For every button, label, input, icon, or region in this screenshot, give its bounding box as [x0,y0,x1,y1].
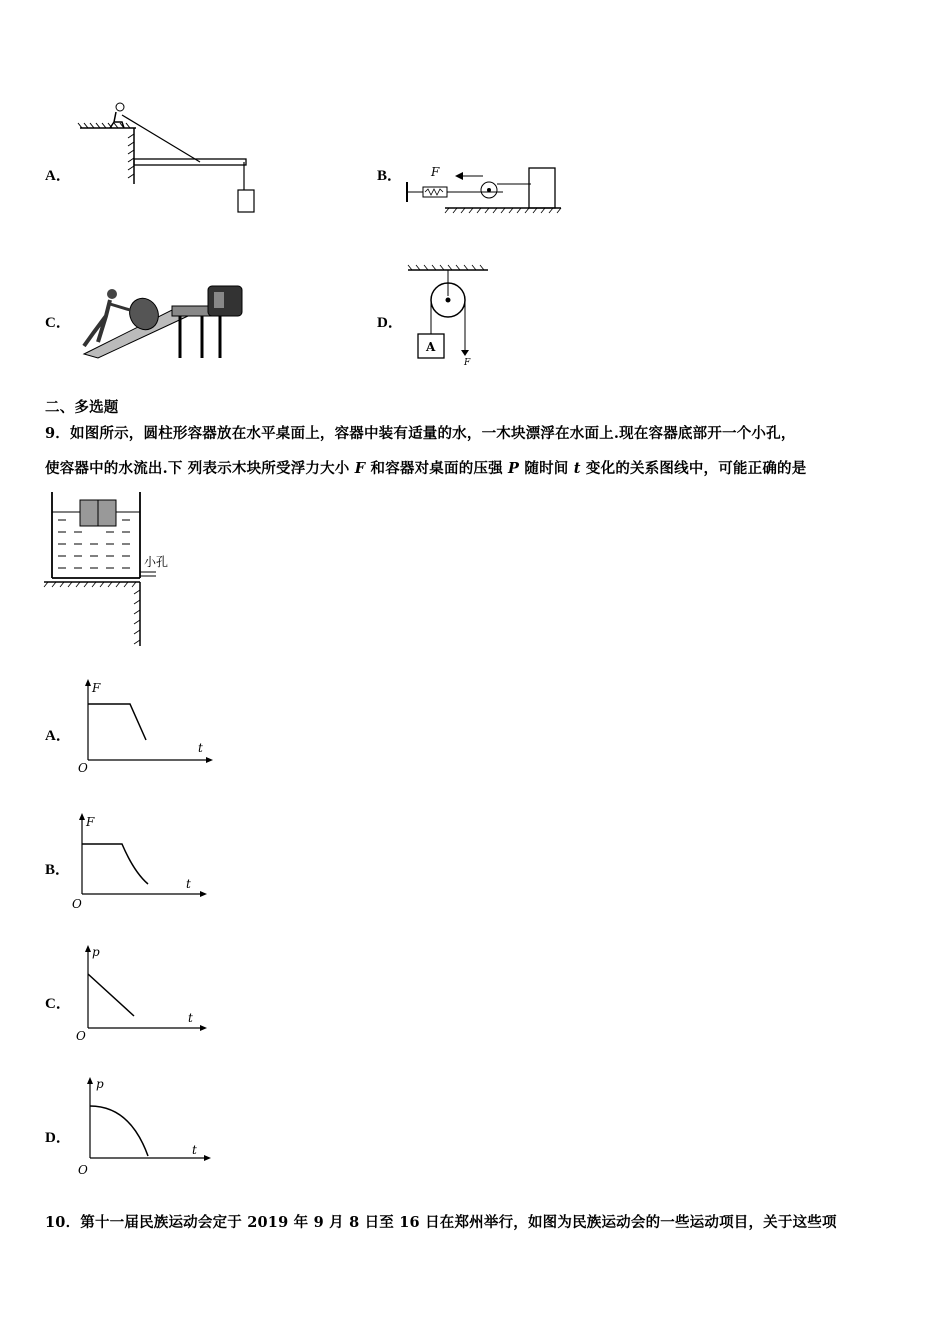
q9-option-c-label: C． [45,996,71,1012]
graph-c-x-label: t [188,1011,193,1025]
q9-option-d-label: D． [45,1130,71,1146]
pulley-spring-figure [405,160,565,216]
q9-option-b-label: B． [45,862,71,878]
graph-a-origin: O [78,761,88,775]
graph-b-y-label: F [86,815,95,829]
fixed-pulley-figure [404,262,494,366]
ramp-push-figure [76,282,246,360]
graph-d [78,1076,218,1176]
option-a-label: A． [45,168,71,184]
q9-line1: 9．如图所示，圆柱形容器放在水平桌面上，容器中装有适量的水，一木块漂浮在水面上.现在容器底部开一个小孔， [45,425,796,442]
graph-a [76,678,216,774]
q9-option-a-label: A． [45,728,71,744]
option-b-label: B． [377,168,403,184]
lever-wall-figure [78,98,268,218]
force-label-b: F [431,165,440,179]
q9-line2: 使容器中的水流出.下 列表示木块所受浮力大小 F 和容器对桌面的压强 P 随时间 t 变化的关系图线中，可能正确的是 [45,460,807,477]
graph-c-origin: O [76,1029,86,1043]
q10-line1: 10．第十一届民族运动会定于 2019 年 9 月 8 日至 16 日在郑州举行，如图为民族运动会的一些运动项目，关于这些项 [45,1214,837,1231]
force-label-d: F [464,358,471,368]
graph-d-origin: O [78,1163,88,1177]
graph-a-x-label: t [198,741,203,755]
graph-d-y-label: p [96,1077,104,1091]
graph-c [76,944,216,1042]
section-title: 二、多选题 [45,399,119,416]
graph-a-y-label: F [92,681,101,695]
graph-b [70,812,210,910]
option-d-label: D． [377,315,403,331]
container-figure [44,490,184,650]
block-label-a: A [426,340,436,354]
graph-c-y-label: p [92,945,100,959]
graph-b-origin: O [72,897,82,911]
hole-label: 小孔 [144,555,169,569]
graph-d-x-label: t [192,1143,197,1157]
option-c-label: C． [45,315,71,331]
graph-b-x-label: t [186,877,191,891]
